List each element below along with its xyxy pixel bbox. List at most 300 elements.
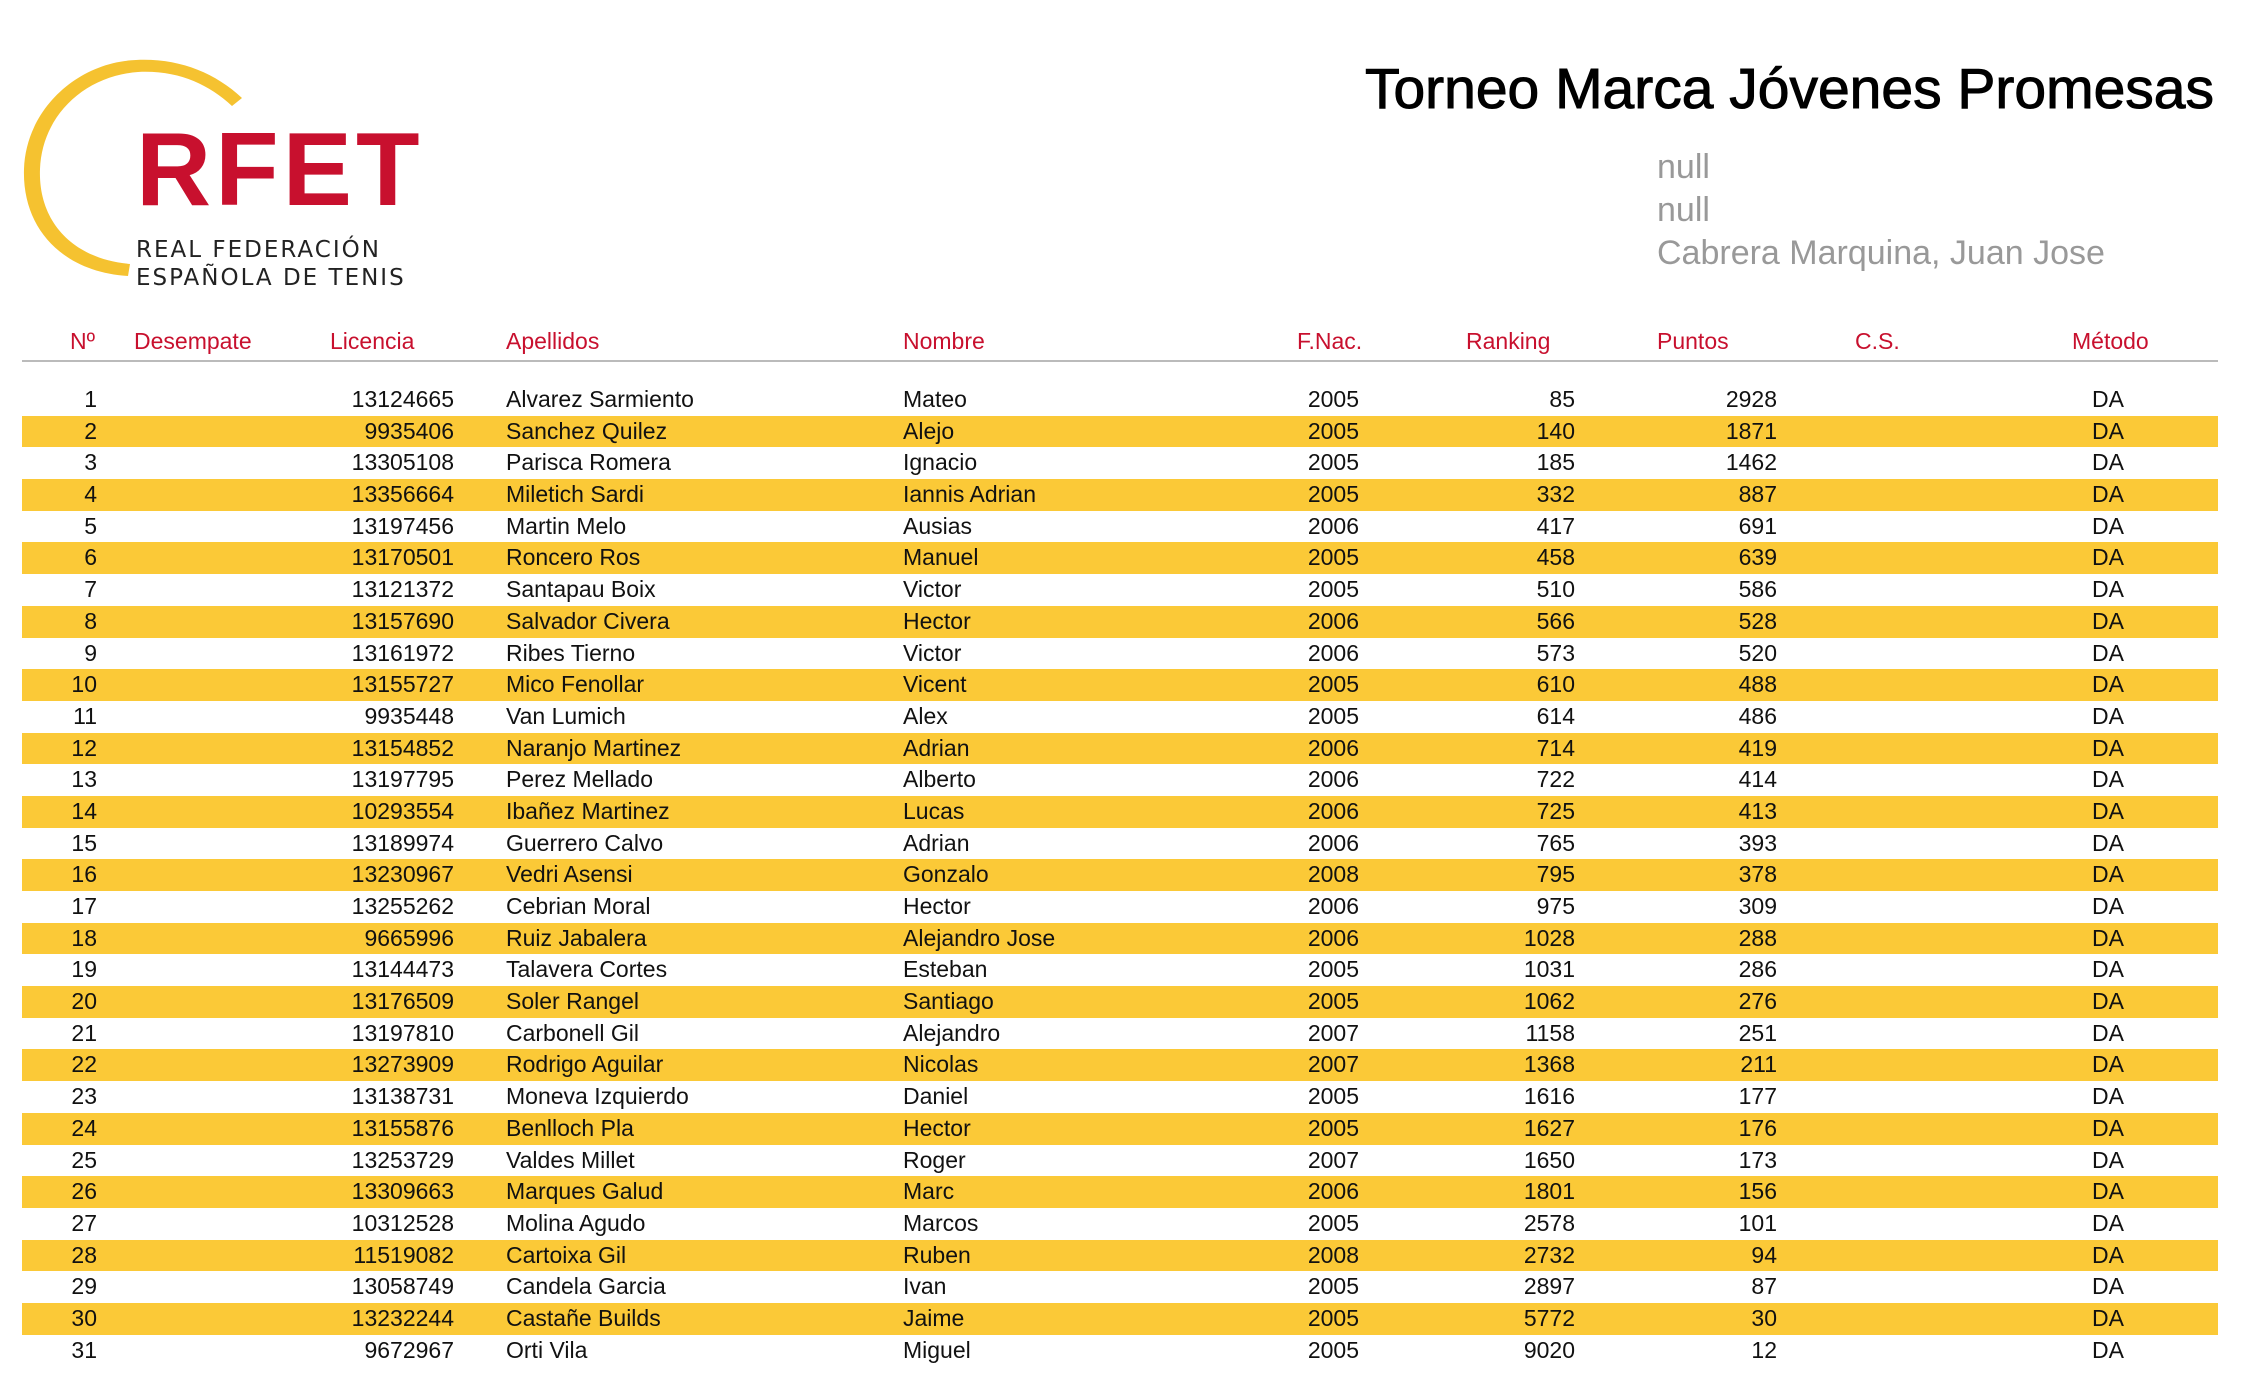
cell-apellidos: Sanchez Quilez bbox=[506, 417, 668, 444]
table-row bbox=[22, 606, 2218, 638]
cell-ranking: 5772 bbox=[1523, 1304, 1575, 1331]
table-row bbox=[22, 1018, 2218, 1050]
cell-licencia: 13058749 bbox=[351, 1273, 454, 1300]
cell-fnac: 2005 bbox=[1307, 386, 1359, 412]
cell-apellidos: Van Lumich bbox=[506, 702, 626, 729]
cell-ranking: 722 bbox=[1536, 766, 1575, 793]
table-row bbox=[22, 1113, 2218, 1145]
cell-licencia: 13124665 bbox=[351, 386, 454, 412]
cell-no: 25 bbox=[71, 1146, 97, 1173]
cell-puntos: 1462 bbox=[1725, 449, 1777, 476]
cell-apellidos: Roncero Ros bbox=[506, 544, 641, 571]
cell-no: 10 bbox=[71, 671, 97, 698]
cell-puntos: 173 bbox=[1738, 1146, 1777, 1173]
cell-nombre: Adrian bbox=[903, 734, 970, 761]
cell-apellidos: Carbonell Gil bbox=[506, 1019, 639, 1046]
table-row bbox=[22, 416, 2218, 448]
cell-nombre: Victor bbox=[903, 576, 962, 603]
cell-no: 19 bbox=[71, 956, 97, 983]
cell-metodo: DA bbox=[2092, 988, 2124, 1015]
cell-nombre: Jaime bbox=[903, 1304, 965, 1331]
cell-puntos: 1871 bbox=[1725, 417, 1777, 444]
table-row bbox=[22, 1081, 2218, 1113]
cell-metodo: DA bbox=[2092, 1209, 2124, 1236]
cell-metodo: DA bbox=[2092, 544, 2124, 571]
cell-apellidos: Vedri Asensi bbox=[506, 861, 633, 888]
cell-ranking: 725 bbox=[1536, 797, 1575, 824]
cell-puntos: 176 bbox=[1738, 1114, 1777, 1141]
cell-metodo: DA bbox=[2092, 797, 2124, 824]
cell-nombre: Victor bbox=[903, 639, 962, 666]
cell-no: 27 bbox=[71, 1209, 97, 1236]
cell-apellidos: Orti Vila bbox=[506, 1336, 588, 1363]
cell-ranking: 2897 bbox=[1523, 1273, 1575, 1300]
cell-fnac: 2007 bbox=[1307, 1019, 1359, 1046]
cell-puntos: 488 bbox=[1738, 671, 1777, 698]
cell-nombre: Vicent bbox=[903, 671, 967, 698]
cell-nombre: Roger bbox=[903, 1146, 966, 1173]
cell-fnac: 2006 bbox=[1307, 734, 1359, 761]
cell-puntos: 211 bbox=[1740, 1051, 1777, 1078]
cell-ranking: 610 bbox=[1536, 671, 1575, 698]
header-apellidos: Apellidos bbox=[506, 328, 600, 354]
cell-ranking: 85 bbox=[1549, 386, 1575, 412]
header-no: Nº bbox=[70, 328, 96, 354]
categoria-value: null bbox=[1657, 191, 1710, 229]
cell-fnac: 2007 bbox=[1307, 1146, 1359, 1173]
cell-puntos: 288 bbox=[1738, 924, 1777, 951]
cell-no: 22 bbox=[71, 1051, 97, 1078]
cell-fnac: 2005 bbox=[1307, 449, 1359, 476]
cell-ranking: 1616 bbox=[1523, 1083, 1575, 1110]
cell-apellidos: Cebrian Moral bbox=[506, 893, 651, 919]
cell-ranking: 1627 bbox=[1523, 1114, 1575, 1141]
cell-puntos: 2928 bbox=[1725, 386, 1777, 412]
cell-fnac: 2005 bbox=[1307, 1114, 1359, 1141]
cell-fnac: 2005 bbox=[1307, 988, 1359, 1015]
cell-apellidos: Perez Mellado bbox=[506, 766, 654, 793]
cell-metodo: DA bbox=[2092, 766, 2124, 793]
cell-fnac: 2005 bbox=[1307, 1336, 1359, 1363]
cell-ranking: 1158 bbox=[1525, 1019, 1575, 1046]
table-row bbox=[22, 1145, 2218, 1177]
cell-licencia: 9935448 bbox=[364, 702, 454, 729]
cell-no: 15 bbox=[71, 829, 97, 856]
cell-fnac: 2005 bbox=[1307, 1273, 1359, 1300]
cell-apellidos: Talavera Cortes bbox=[506, 956, 668, 983]
cell-nombre: Alejandro Jose bbox=[903, 924, 1056, 951]
cell-nombre: Iannis Adrian bbox=[903, 481, 1036, 508]
cell-apellidos: Salvador Civera bbox=[506, 607, 670, 634]
cell-no: 31 bbox=[71, 1336, 97, 1363]
cell-nombre: Hector bbox=[903, 893, 971, 919]
cell-no: 2 bbox=[84, 417, 97, 444]
cell-no: 4 bbox=[84, 481, 97, 508]
cell-fnac: 2005 bbox=[1307, 702, 1359, 729]
cell-licencia: 9672967 bbox=[364, 1336, 454, 1363]
cell-nombre: Ignacio bbox=[903, 449, 978, 476]
cell-nombre: Esteban bbox=[903, 956, 988, 983]
table-row bbox=[22, 1303, 2218, 1335]
cell-fnac: 2008 bbox=[1307, 861, 1359, 888]
cell-metodo: DA bbox=[2092, 639, 2124, 666]
table-body bbox=[22, 384, 2218, 1366]
cell-fnac: 2006 bbox=[1307, 1178, 1359, 1205]
table-row bbox=[22, 733, 2218, 765]
cell-nombre: Marc bbox=[903, 1178, 955, 1205]
cell-fnac: 2005 bbox=[1307, 576, 1359, 603]
cell-apellidos: Miletich Sardi bbox=[506, 481, 645, 508]
table-row bbox=[22, 1176, 2218, 1208]
cell-metodo: DA bbox=[2092, 1114, 2124, 1141]
cell-no: 12 bbox=[71, 734, 97, 761]
table-row bbox=[22, 669, 2218, 701]
cell-ranking: 614 bbox=[1536, 702, 1575, 729]
cell-licencia: 13197795 bbox=[351, 766, 454, 793]
cell-puntos: 486 bbox=[1738, 702, 1777, 729]
table-row bbox=[22, 764, 2218, 796]
cell-puntos: 887 bbox=[1738, 481, 1777, 508]
cell-apellidos: Soler Rangel bbox=[506, 988, 639, 1015]
cell-puntos: 286 bbox=[1738, 956, 1777, 983]
cell-nombre: Alejandro bbox=[903, 1019, 1001, 1046]
cell-puntos: 87 bbox=[1751, 1273, 1777, 1300]
cell-no: 20 bbox=[71, 988, 97, 1015]
cell-puntos: 393 bbox=[1738, 829, 1777, 856]
cell-metodo: DA bbox=[2092, 449, 2124, 476]
entry-table bbox=[22, 326, 2218, 1363]
cell-apellidos: Cartoixa Gil bbox=[506, 1241, 627, 1268]
cell-metodo: DA bbox=[2092, 734, 2124, 761]
cell-puntos: 156 bbox=[1738, 1178, 1777, 1205]
cell-licencia: 13197810 bbox=[351, 1019, 454, 1046]
cell-metodo: DA bbox=[2092, 893, 2124, 919]
cell-metodo: DA bbox=[2092, 481, 2124, 508]
cell-metodo: DA bbox=[2092, 956, 2124, 983]
table-row bbox=[22, 954, 2218, 986]
header-nombre: Nombre bbox=[903, 328, 985, 354]
header-desempate: Desempate bbox=[134, 328, 252, 354]
cell-ranking: 1801 bbox=[1523, 1178, 1575, 1205]
cell-no: 3 bbox=[84, 449, 97, 476]
cell-metodo: DA bbox=[2092, 861, 2124, 888]
rfet-logo bbox=[18, 54, 424, 291]
cell-nombre: Gonzalo bbox=[903, 861, 989, 888]
cell-apellidos: Naranjo Martinez bbox=[506, 734, 682, 761]
table-row bbox=[22, 1208, 2218, 1240]
cell-no: 8 bbox=[84, 607, 97, 634]
cell-puntos: 586 bbox=[1738, 576, 1777, 603]
cell-nombre: Mateo bbox=[903, 386, 967, 412]
cell-ranking: 510 bbox=[1536, 576, 1575, 603]
cell-metodo: DA bbox=[2092, 386, 2124, 412]
logo-subtitle-line1: REAL FEDERACIÓN bbox=[136, 237, 381, 263]
table-header bbox=[22, 326, 2218, 362]
cell-ranking: 417 bbox=[1536, 512, 1575, 539]
cell-licencia: 13356664 bbox=[351, 481, 454, 508]
cell-puntos: 528 bbox=[1738, 607, 1777, 634]
header-cs: C.S. bbox=[1855, 328, 1900, 354]
table-row bbox=[22, 384, 2218, 416]
cell-nombre: Alejo bbox=[903, 417, 955, 444]
cell-puntos: 309 bbox=[1738, 893, 1777, 919]
cell-apellidos: Alvarez Sarmiento bbox=[506, 386, 694, 412]
juez-value: Cabrera Marquina, Juan Jose bbox=[1657, 234, 2105, 272]
cell-ranking: 795 bbox=[1536, 861, 1575, 888]
cell-ranking: 1031 bbox=[1523, 956, 1575, 983]
cell-no: 24 bbox=[71, 1114, 97, 1141]
cell-licencia: 13309663 bbox=[351, 1178, 454, 1205]
cell-licencia: 13273909 bbox=[351, 1051, 454, 1078]
cell-ranking: 332 bbox=[1536, 481, 1575, 508]
header-puntos: Puntos bbox=[1657, 328, 1729, 354]
cell-fnac: 2007 bbox=[1307, 1051, 1359, 1078]
cell-ranking: 566 bbox=[1536, 607, 1575, 634]
cell-apellidos: Candela Garcia bbox=[506, 1273, 666, 1300]
cell-fnac: 2006 bbox=[1307, 797, 1359, 824]
cell-licencia: 13176509 bbox=[351, 988, 454, 1015]
cell-puntos: 419 bbox=[1738, 734, 1777, 761]
cell-fnac: 2006 bbox=[1307, 766, 1359, 793]
cell-nombre: Marcos bbox=[903, 1209, 979, 1236]
cell-metodo: DA bbox=[2092, 1336, 2124, 1363]
cell-fnac: 2005 bbox=[1307, 481, 1359, 508]
cell-licencia: 13155727 bbox=[351, 671, 454, 698]
cell-nombre: Miguel bbox=[903, 1336, 971, 1363]
cell-apellidos: Castañe Builds bbox=[506, 1304, 661, 1331]
cell-ranking: 714 bbox=[1536, 734, 1575, 761]
cell-apellidos: Moneva Izquierdo bbox=[506, 1083, 689, 1110]
cell-no: 29 bbox=[71, 1273, 97, 1300]
cell-apellidos: Guerrero Calvo bbox=[506, 829, 664, 856]
cell-metodo: DA bbox=[2092, 1083, 2124, 1110]
cell-ranking: 2578 bbox=[1523, 1209, 1575, 1236]
cell-apellidos: Ribes Tierno bbox=[506, 639, 636, 666]
cell-nombre: Lucas bbox=[903, 797, 965, 824]
table-row bbox=[22, 542, 2218, 574]
cell-metodo: DA bbox=[2092, 576, 2124, 603]
cell-licencia: 13305108 bbox=[351, 449, 454, 476]
cell-fnac: 2006 bbox=[1307, 829, 1359, 856]
cell-licencia: 13197456 bbox=[351, 512, 454, 539]
cell-ranking: 1650 bbox=[1523, 1146, 1575, 1173]
cell-licencia: 11519082 bbox=[353, 1241, 454, 1268]
cell-metodo: DA bbox=[2092, 1304, 2124, 1331]
table-row bbox=[22, 828, 2218, 860]
cell-licencia: 13157690 bbox=[351, 607, 454, 634]
cell-no: 11 bbox=[73, 702, 97, 729]
table-row bbox=[22, 891, 2218, 923]
cell-puntos: 691 bbox=[1738, 512, 1777, 539]
cell-nombre: Nicolas bbox=[903, 1051, 979, 1078]
cell-puntos: 276 bbox=[1738, 988, 1777, 1015]
cell-no: 9 bbox=[84, 639, 97, 666]
header-metodo: Método bbox=[2072, 328, 2149, 354]
cell-fnac: 2005 bbox=[1307, 1083, 1359, 1110]
cell-ranking: 140 bbox=[1536, 417, 1575, 444]
cell-fnac: 2005 bbox=[1307, 1209, 1359, 1236]
cell-ranking: 185 bbox=[1536, 449, 1575, 476]
table-row bbox=[22, 447, 2218, 479]
cell-licencia: 13161972 bbox=[351, 639, 454, 666]
cell-nombre: Ivan bbox=[903, 1273, 947, 1300]
cell-no: 1 bbox=[84, 386, 97, 412]
cell-no: 18 bbox=[71, 924, 97, 951]
logo-wordmark: RFET bbox=[136, 112, 424, 228]
cell-nombre: Ruben bbox=[903, 1241, 971, 1268]
cell-licencia: 13154852 bbox=[351, 734, 454, 761]
cell-metodo: DA bbox=[2092, 829, 2124, 856]
cell-no: 26 bbox=[71, 1178, 97, 1205]
header-fnac: F.Nac. bbox=[1297, 328, 1363, 354]
table-row bbox=[22, 574, 2218, 606]
cell-no: 16 bbox=[71, 861, 97, 888]
cell-licencia: 9935406 bbox=[364, 417, 454, 444]
table-row bbox=[22, 1049, 2218, 1081]
cell-nombre: Hector bbox=[903, 607, 971, 634]
cell-metodo: DA bbox=[2092, 1241, 2124, 1268]
cell-nombre: Adrian bbox=[903, 829, 970, 856]
cell-fnac: 2006 bbox=[1307, 512, 1359, 539]
cell-no: 17 bbox=[71, 893, 97, 919]
table-row bbox=[22, 511, 2218, 543]
cell-licencia: 10312528 bbox=[351, 1209, 454, 1236]
cell-fnac: 2006 bbox=[1307, 924, 1359, 951]
cell-metodo: DA bbox=[2092, 607, 2124, 634]
cell-apellidos: Ruiz Jabalera bbox=[506, 924, 647, 951]
header-ranking: Ranking bbox=[1466, 328, 1551, 354]
cell-apellidos: Parisca Romera bbox=[506, 449, 671, 476]
table-row bbox=[22, 1240, 2218, 1272]
cell-apellidos: Santapau Boix bbox=[506, 576, 656, 603]
table-row bbox=[22, 701, 2218, 733]
cell-metodo: DA bbox=[2092, 512, 2124, 539]
cell-puntos: 94 bbox=[1751, 1241, 1777, 1268]
cell-nombre: Daniel bbox=[903, 1083, 969, 1110]
cell-puntos: 414 bbox=[1738, 766, 1777, 793]
cell-no: 30 bbox=[71, 1304, 97, 1331]
cell-licencia: 13189974 bbox=[351, 829, 454, 856]
cell-apellidos: Valdes Millet bbox=[506, 1146, 635, 1173]
cell-puntos: 12 bbox=[1751, 1336, 1777, 1363]
cell-puntos: 413 bbox=[1738, 797, 1777, 824]
cell-puntos: 639 bbox=[1738, 544, 1777, 571]
cell-no: 28 bbox=[71, 1241, 97, 1268]
table-row bbox=[22, 859, 2218, 891]
cell-nombre: Ausias bbox=[903, 512, 973, 539]
cell-metodo: DA bbox=[2092, 1273, 2124, 1300]
table-row bbox=[22, 923, 2218, 955]
cell-no: 21 bbox=[71, 1019, 97, 1046]
cell-ranking: 573 bbox=[1536, 639, 1575, 666]
cell-fnac: 2006 bbox=[1307, 607, 1359, 634]
cell-metodo: DA bbox=[2092, 924, 2124, 951]
cell-nombre: Alex bbox=[903, 702, 948, 729]
cell-fnac: 2006 bbox=[1307, 893, 1359, 919]
table-row bbox=[22, 1271, 2218, 1303]
cell-ranking: 1028 bbox=[1523, 924, 1575, 951]
cell-metodo: DA bbox=[2092, 1019, 2124, 1046]
cell-puntos: 30 bbox=[1751, 1304, 1777, 1331]
cell-metodo: DA bbox=[2092, 417, 2124, 444]
cell-no: 14 bbox=[71, 797, 97, 824]
cell-licencia: 13255262 bbox=[351, 893, 454, 919]
cell-nombre: Manuel bbox=[903, 544, 979, 571]
cell-licencia: 13230967 bbox=[351, 861, 454, 888]
page-title: Torneo Marca Jóvenes Promesas bbox=[1364, 57, 2214, 121]
cell-fnac: 2005 bbox=[1307, 1304, 1359, 1331]
cell-ranking: 975 bbox=[1536, 893, 1575, 919]
cell-licencia: 13232244 bbox=[351, 1304, 454, 1331]
logo-subtitle-line2: ESPAÑOLA DE TENIS bbox=[136, 265, 406, 291]
cell-puntos: 177 bbox=[1738, 1083, 1777, 1110]
cell-ranking: 9020 bbox=[1523, 1336, 1575, 1363]
cell-apellidos: Martin Melo bbox=[506, 512, 627, 539]
cell-apellidos: Benlloch Pla bbox=[506, 1114, 634, 1141]
cell-metodo: DA bbox=[2092, 1178, 2124, 1205]
cell-metodo: DA bbox=[2092, 1051, 2124, 1078]
cell-licencia: 10293554 bbox=[351, 797, 454, 824]
cell-puntos: 101 bbox=[1738, 1209, 1777, 1236]
cell-licencia: 13253729 bbox=[351, 1146, 454, 1173]
table-row bbox=[22, 796, 2218, 828]
cell-ranking: 1062 bbox=[1523, 988, 1575, 1015]
cell-puntos: 520 bbox=[1738, 639, 1777, 666]
cell-metodo: DA bbox=[2092, 702, 2124, 729]
cell-apellidos: Molina Agudo bbox=[506, 1209, 646, 1236]
cell-no: 5 bbox=[84, 512, 97, 539]
cell-no: 23 bbox=[71, 1083, 97, 1110]
cell-no: 6 bbox=[84, 544, 97, 571]
table-row bbox=[22, 1335, 2218, 1367]
cell-ranking: 2732 bbox=[1523, 1241, 1575, 1268]
cell-apellidos: Marques Galud bbox=[506, 1178, 664, 1205]
cell-no: 7 bbox=[84, 576, 97, 603]
cell-ranking: 458 bbox=[1536, 544, 1575, 571]
cell-licencia: 13138731 bbox=[351, 1083, 454, 1110]
cell-licencia: 13170501 bbox=[351, 544, 454, 571]
cell-nombre: Hector bbox=[903, 1114, 971, 1141]
cell-apellidos: Ibañez Martinez bbox=[506, 797, 670, 824]
header-licencia: Licencia bbox=[330, 328, 415, 354]
table-row bbox=[22, 638, 2218, 670]
cell-licencia: 13121372 bbox=[351, 576, 454, 603]
cell-fnac: 2005 bbox=[1307, 671, 1359, 698]
cell-puntos: 378 bbox=[1738, 861, 1777, 888]
table-row bbox=[22, 479, 2218, 511]
cell-metodo: DA bbox=[2092, 1146, 2124, 1173]
cell-fnac: 2005 bbox=[1307, 417, 1359, 444]
cell-licencia: 13144473 bbox=[351, 956, 454, 983]
cell-apellidos: Rodrigo Aguilar bbox=[506, 1051, 664, 1078]
cell-ranking: 765 bbox=[1536, 829, 1575, 856]
table-row bbox=[22, 986, 2218, 1018]
cell-licencia: 9665996 bbox=[364, 924, 454, 951]
cell-licencia: 13155876 bbox=[351, 1114, 454, 1141]
lista-value: null bbox=[1657, 148, 1710, 186]
cell-fnac: 2008 bbox=[1307, 1241, 1359, 1268]
cell-apellidos: Mico Fenollar bbox=[506, 671, 645, 698]
cell-no: 13 bbox=[71, 766, 97, 793]
cell-puntos: 251 bbox=[1738, 1019, 1777, 1046]
cell-nombre: Alberto bbox=[903, 766, 976, 793]
cell-fnac: 2005 bbox=[1307, 544, 1359, 571]
cell-fnac: 2005 bbox=[1307, 956, 1359, 983]
cell-nombre: Santiago bbox=[903, 988, 994, 1015]
cell-ranking: 1368 bbox=[1523, 1051, 1575, 1078]
cell-fnac: 2006 bbox=[1307, 639, 1359, 666]
cell-metodo: DA bbox=[2092, 671, 2124, 698]
